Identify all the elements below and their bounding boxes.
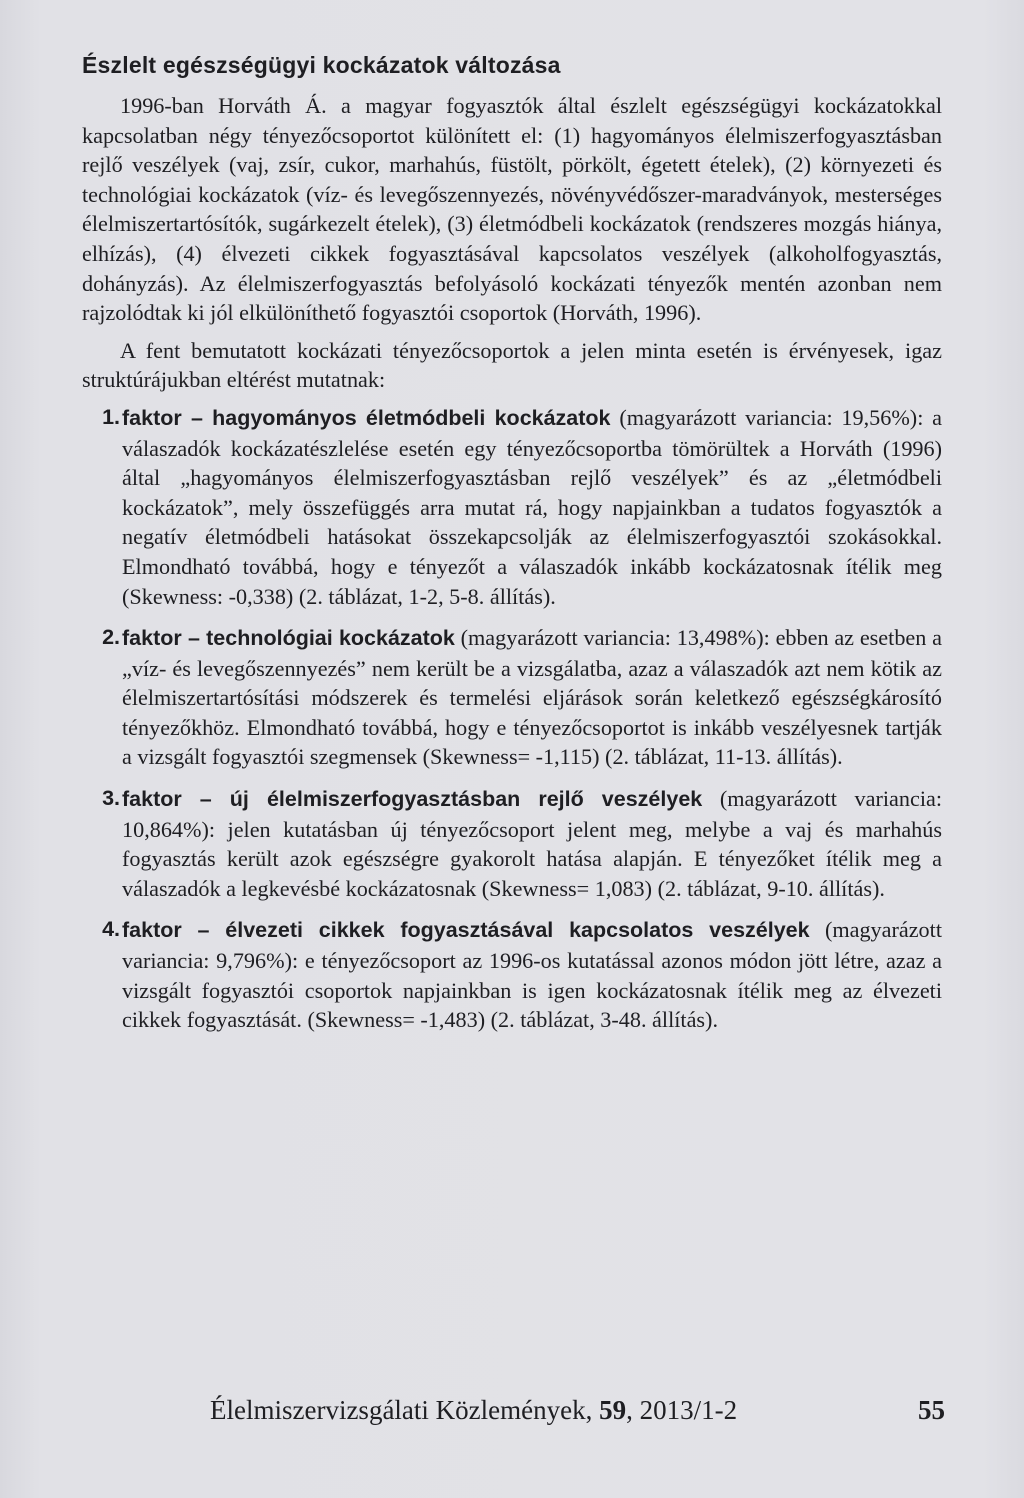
journal-volume: 59 <box>599 1395 627 1425</box>
journal-issue: , 2013/1-2 <box>626 1395 738 1425</box>
factor-text <box>122 623 942 772</box>
factor-heading: faktor – hagyományos életmódbeli kockázatok <box>122 405 611 430</box>
section-heading: Észlelt egészségügyi kockázatok változása <box>82 52 561 78</box>
factor-heading: faktor – élvezeti cikkek fogyasztásával kapcsolatos veszélyek <box>122 918 810 943</box>
factor-heading: faktor – technológiai kockázatok <box>122 626 455 651</box>
page-footer <box>210 1395 945 1426</box>
factor-item <box>82 623 942 772</box>
factor-item <box>82 915 942 1034</box>
factor-number: 1. <box>102 404 120 429</box>
factor-description: (magyarázott variancia: 13,498%): ebben az esetben a „víz- és levegőszennyezés” nem került be a vizsgálatba, azaz a válaszadók azt nem kötik az élelmiszertartósítási módszerek és termelési eljárások során keletkező egészségkárosító tényezőkhöz. Elmondható továbbá, hogy e tényezőcsoportot is inkább veszélyesnek tartják a vizsgált fogyasztói szegmensek (Skewness= -1,115) (2. táblázat, 11-13. állítás). <box>122 625 942 770</box>
factor-item <box>82 403 942 611</box>
factor-number: 2. <box>102 625 120 650</box>
article-body <box>82 52 942 1047</box>
page-number: 55 <box>918 1395 945 1425</box>
journal-citation <box>210 1395 737 1426</box>
factor-text <box>122 915 942 1034</box>
factor-description: (magyarázott variancia: 9,796%): e tényezőcsoport az 1996-os kutatással azonos módon jött létre, azaz a vizsgált fogyasztói csoportok napjainkban is igen kockázatosnak ítélik meg az élvezeti cikkek fogyasztását. (Skewness= -1,483) (2. táblázat, 3-48. állítás). <box>122 917 942 1033</box>
factor-description: (magyarázott variancia: 19,56%): a válaszadók kockázatészlelése esetén egy tényezőcsoportba tömörültek a Horváth (1996) által „hagyományos élelmiszerfogyasztásban rejlő veszélyek” és az „életmódbeli kockázatok”, mely összefüggés arra mutat rá, hogy napjainkban a tudatos fogyasztók a negatív életmódbeli hatásokat összekapcsolják az élelmiszerfogyasztói szokásokkal. Elmondható továbbá, hogy e tényezőt a válaszadók inkább kockázatosnak ítélik meg (Skewness: -0,338) (2. táblázat, 1-2, 5-8. állítás). <box>122 404 942 609</box>
paragraph-lead: A fent bemutatott kockázati tényezőcsoportok a jelen minta esetén is érvényesek, igaz struktúrájukban eltérést mutatnak: <box>82 337 942 393</box>
factor-text <box>122 403 942 611</box>
factor-item <box>82 784 942 903</box>
factor-description: (magyarázott variancia: 10,864%): jelen kutatásban új tényezőcsoport jelent meg, melybe a vaj és marhahús fogyasztás került azok egészségre gyakorolt hatása alapján. E tényezőket ítélik meg a válaszadók a legkevésbé kockázatosnak (Skewness= 1,083) (2. táblázat, 9-10. állítás). <box>122 786 942 901</box>
factor-number: 3. <box>102 786 120 811</box>
paragraph-intro: 1996-ban Horváth Á. a magyar fogyasztók által észlelt egészségügyi kockázatokkal kapcsolatban négy tényezőcsoportot különített el: (1) hagyományos élelmiszerfogyasztásban rejlő veszélyek (vaj, zsír, cukor, marhahús, füstölt, pörkölt, égetett ételek), (2) környezeti és technológiai kockázatok (víz- és levegőszennyezés, növényvédőszer-maradványok, mesterséges élelmiszertartósítók, sugárkezelt ételek), (3) életmódbeli kockázatok (rendszeres mozgás hiánya, elhízás), (4) élvezeti cikkek fogyasztásával kapcsolatos veszélyek (alkoholfogyasztás, dohányzás). Az élelmiszerfogyasztás befolyásoló kockázati tényezők mentén azonban nem rajzolódtak ki jól elkülöníthető fogyasztói csoportok (Horváth, 1996). <box>82 93 942 326</box>
journal-name: Élelmiszervizsgálati Közlemények, <box>210 1395 600 1425</box>
factor-text <box>122 784 942 903</box>
factor-number: 4. <box>102 917 120 942</box>
factor-heading: faktor – új élelmiszerfogyasztásban rejlő veszélyek <box>122 787 703 812</box>
